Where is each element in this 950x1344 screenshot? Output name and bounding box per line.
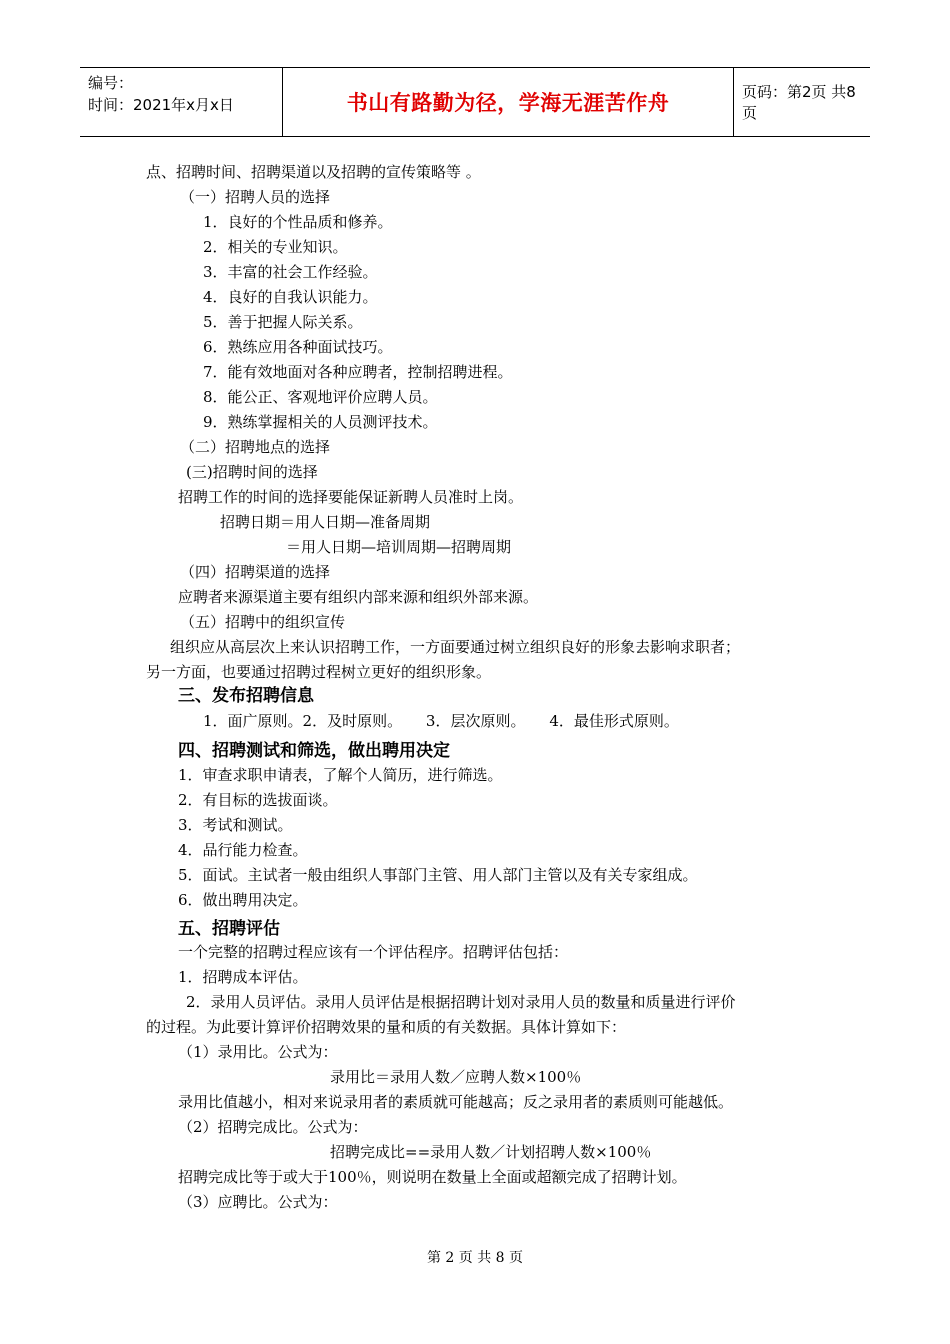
list-item: 5．面试。主试者一般由组织人事部门主管、用人部门主管以及有关专家组成。 xyxy=(178,866,698,884)
formula-line: 录用比＝录用人数／应聘人数×100％ xyxy=(330,1068,582,1086)
text-line: 2．录用人员评估。录用人员评估是根据招聘计划对录用人员的数量和质量进行评价 xyxy=(186,993,736,1011)
list-item: 6．做出聘用决定。 xyxy=(178,891,308,909)
text-line: 录用比值越小，相对来说录用者的素质就可能越高；反之录用者的素质则可能越低。 xyxy=(178,1093,734,1111)
section-heading: 四、招聘测试和筛选，做出聘用决定 xyxy=(178,741,450,761)
text-line: 1．面广原则。2．及时原则。 3．层次原则。 4．最佳形式原则。 xyxy=(203,712,679,730)
subheading: （五）招聘中的组织宣传 xyxy=(180,613,346,631)
list-item: 1．良好的个性品质和修养。 xyxy=(203,213,393,231)
list-item: 1．招聘成本评估。 xyxy=(178,968,308,986)
subheading: （四）招聘渠道的选择 xyxy=(180,563,331,581)
text-line: 招聘完成比等于或大于100％，则说明在数量上全面或超额完成了招聘计划。 xyxy=(178,1168,687,1186)
page-footer: 第 2 页 共 8 页 xyxy=(426,1250,524,1266)
subheading: （2）招聘完成比。公式为： xyxy=(178,1118,368,1136)
page-label: 页码：第2页 共8页 xyxy=(742,83,856,122)
section-heading: 五、招聘评估 xyxy=(178,919,280,939)
header-motto-cell xyxy=(282,68,734,136)
motto: 书山有路勤为径，学海无涯苦作舟 xyxy=(346,91,670,115)
list-item: 8．能公正、客观地评价应聘人员。 xyxy=(203,388,438,406)
list-item: 7．能有效地面对各种应聘者，控制招聘进程。 xyxy=(203,363,513,381)
text-line: 另一方面，也要通过招聘过程树立更好的组织形象。 xyxy=(146,663,492,681)
text-line: 的过程。为此要计算评价招聘效果的量和质的有关数据。具体计算如下： xyxy=(146,1018,627,1036)
list-item: 4．品行能力检查。 xyxy=(178,841,308,859)
list-item: 9．熟练掌握相关的人员测评技术。 xyxy=(203,413,438,431)
text-line: 应聘者来源渠道主要有组织内部来源和组织外部来源。 xyxy=(178,588,539,606)
text-line: 点、招聘时间、招聘渠道以及招聘的宣传策略等 。 xyxy=(146,163,481,181)
text-line: 招聘工作的时间的选择要能保证新聘人员准时上岗。 xyxy=(178,488,524,506)
subheading: （3）应聘比。公式为： xyxy=(178,1193,338,1211)
list-item: 5．善于把握人际关系。 xyxy=(203,313,363,331)
date-label: 时间：2021年x月x日 xyxy=(88,96,234,114)
list-item: 6．熟练应用各种面试技巧。 xyxy=(203,338,393,356)
formula-line: 招聘日期＝用人日期—准备周期 xyxy=(220,513,431,531)
text-line: 组织应从高层次上来认识招聘工作，一方面要通过树立组织良好的形象去影响求职者； xyxy=(170,638,741,656)
list-item: 2．相关的专业知识。 xyxy=(203,238,348,256)
list-item: 1．审查求职申请表，了解个人简历，进行筛选。 xyxy=(178,766,503,784)
formula-line: ＝用人日期—培训周期—招聘周期 xyxy=(286,538,512,556)
list-item: 4．良好的自我认识能力。 xyxy=(203,288,378,306)
header-meta xyxy=(80,68,282,136)
list-item: 3．考试和测试。 xyxy=(178,816,293,834)
text-line: 一个完整的招聘过程应该有一个评估程序。招聘评估包括： xyxy=(178,943,569,961)
subheading: (三)招聘时间的选择 xyxy=(186,463,318,481)
formula-line: 招聘完成比==录用人数／计划招聘人数×100％ xyxy=(330,1143,652,1161)
code-label: 编号： xyxy=(88,74,134,92)
page-header xyxy=(80,67,870,137)
list-item: 3．丰富的社会工作经验。 xyxy=(203,263,378,281)
list-item: 2．有目标的选拔面谈。 xyxy=(178,791,338,809)
subheading: （一）招聘人员的选择 xyxy=(180,188,331,206)
subheading: （1）录用比。公式为： xyxy=(178,1043,338,1061)
section-heading: 三、发布招聘信息 xyxy=(178,686,314,706)
header-page-cell xyxy=(734,68,870,136)
subheading: （二）招聘地点的选择 xyxy=(180,438,331,456)
